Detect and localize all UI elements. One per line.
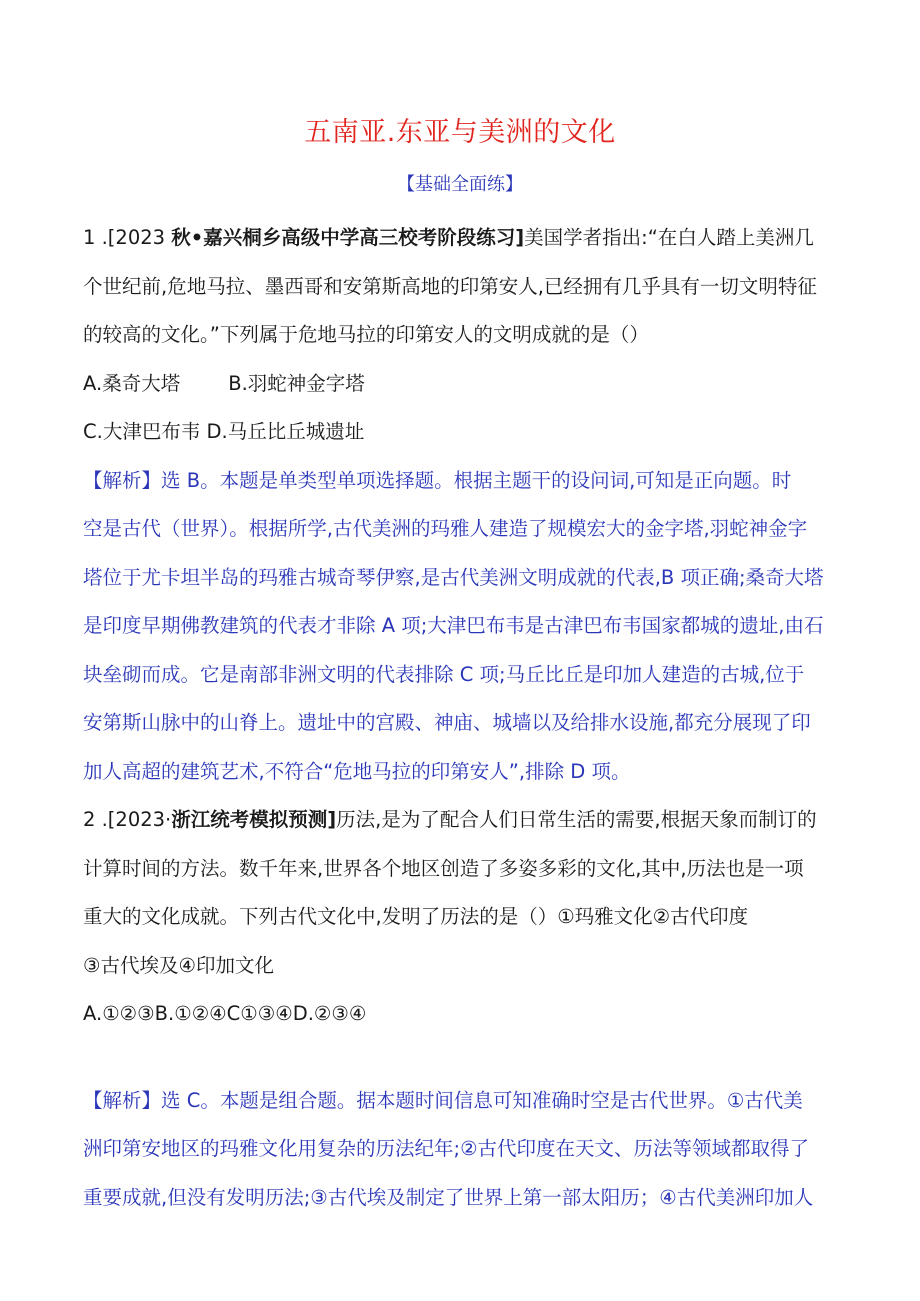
question-1-source: 秋•嘉兴桐乡高级中学高三校考阶段练习] bbox=[171, 226, 525, 249]
question-1-analysis-line: 加人高超的建筑艺术,不符合“危地马拉的印第安人”,排除 D 项。 bbox=[83, 759, 631, 783]
page-title: 五南亚.东亚与美洲的文化 bbox=[304, 117, 616, 148]
question-2-options: A.①②③B.①②④C①③④D.②③④ bbox=[83, 1002, 367, 1025]
question-2-number: 2 .[2023· bbox=[83, 808, 172, 831]
question-2-stem-start: 历法,是为了配合人们日常生活的需要,根据天象而制订的 bbox=[336, 808, 817, 831]
question-2-line-2: 计算时间的方法。数千年来,世界各个地区创造了多姿多彩的文化,其中,历法也是一项 bbox=[83, 856, 804, 880]
question-1-options-cd: C.大津巴布韦 D.马丘比丘城遗址 bbox=[83, 420, 365, 443]
question-1-analysis-line: 块垒砌而成。它是南部非洲文明的代表排除 C 项;马丘比丘是印加人建造的古城,位于 bbox=[83, 662, 805, 686]
question-1-analysis-line: 是印度早期佛教建筑的代表才非除 A 项;大津巴布韦是古津巴布韦国家都城的遗址,由石 bbox=[83, 614, 824, 637]
question-2-analysis-line: 【解析】选 C。本题是组合题。据本题时间信息可知准确时空是古代世界。①古代美 bbox=[83, 1088, 803, 1112]
question-1-number: 1 .[2023 bbox=[83, 226, 172, 249]
question-2-source: 浙江统考模拟预测] bbox=[171, 808, 337, 831]
section-subtitle: 【基础全面练】 bbox=[397, 174, 523, 195]
question-1-options-ab bbox=[83, 360, 843, 409]
question-1-line-1 bbox=[83, 214, 843, 263]
question-2-line-4: ③古代埃及④印加文化 bbox=[83, 953, 274, 977]
question-1-option-a: A.桑奇大塔 bbox=[83, 371, 181, 395]
question-1-analysis-line: 空是古代（世界）。根据所学,古代美洲的玛雅人建造了规模宏大的金字塔,羽蛇神金字 bbox=[83, 517, 808, 540]
spacer bbox=[83, 1039, 843, 1077]
question-1-analysis-line: 安第斯山脉中的山脊上。遗址中的宫殿、神庙、城墙以及给排水设施,都充分展现了印 bbox=[83, 711, 811, 734]
question-1-line-2: 个世纪前,危地马拉、墨西哥和安第斯高地的印第安人,已经拥有几乎具有一切文明特征 bbox=[83, 274, 817, 298]
question-1-stem-start: 美国学者指出:“在白人踏上美洲几 bbox=[524, 226, 814, 249]
question-2-analysis-line: 洲印第安地区的玛雅文化用复杂的历法纪年;②古代印度在天文、历法等领域都取得了 bbox=[83, 1137, 810, 1160]
question-1-analysis-line: 塔位于尤卡坦半岛的玛雅古城奇琴伊察,是古代美洲文明成就的代表,B 项正确;桑奇大塔 bbox=[83, 565, 824, 589]
question-2-line-1 bbox=[83, 796, 843, 845]
question-1-analysis-line: 【解析】选 B。本题是单类型单项选择题。根据主题干的设问词,可知是正向题。时 bbox=[83, 468, 792, 492]
question-2-line-3: 重大的文化成就。下列古代文化中,发明了历法的是（）①玛雅文化②古代印度 bbox=[83, 905, 749, 928]
question-1-line-3: 的较高的文化。”下列属于危地马拉的印第安人的文明成就的是（） bbox=[83, 323, 649, 346]
question-1-option-b: B.羽蛇神金字塔 bbox=[228, 371, 365, 395]
document-body bbox=[83, 214, 843, 1222]
question-2-analysis-line: 重要成就,但没有发明历法;③古代埃及制定了世界上第一部太阳历；④古代美洲印加人 bbox=[83, 1185, 814, 1209]
